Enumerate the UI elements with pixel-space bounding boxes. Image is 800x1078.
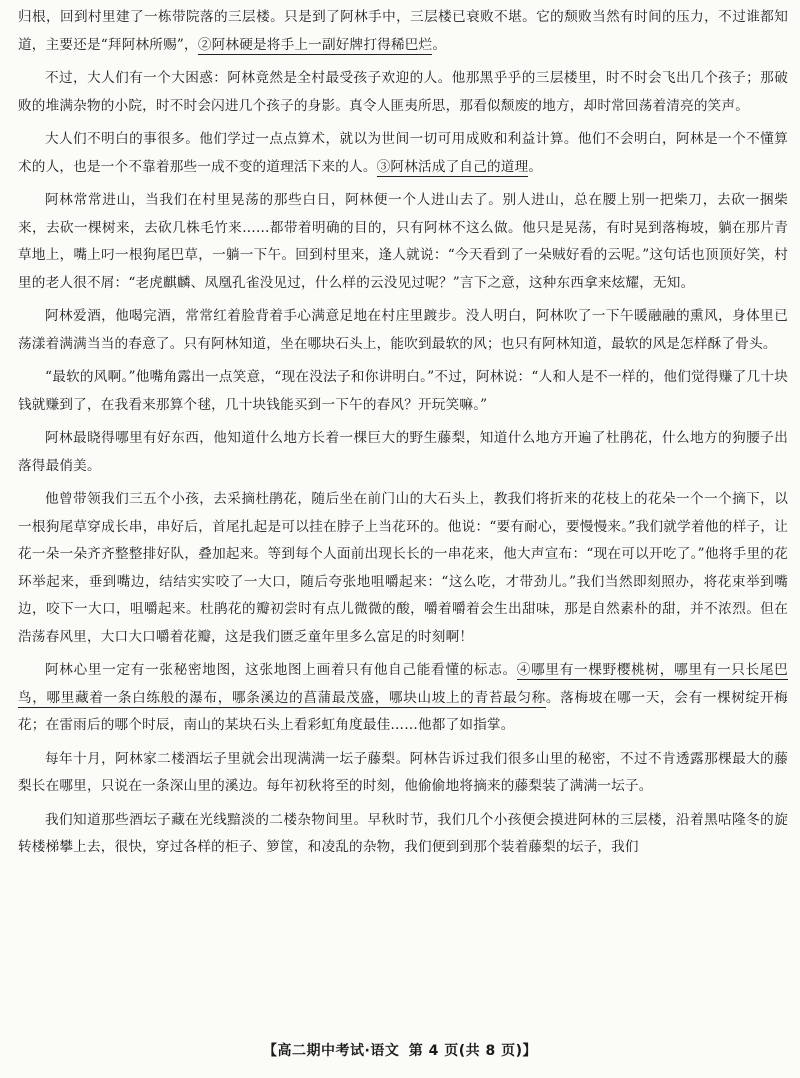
paragraph-8 <box>18 486 788 651</box>
text-segment: 不过，大人们有一个大困惑：阿林竟然是全村最受孩子欢迎的人。他那黑乎乎的三层楼里，时不时会飞出几个孩子；那破败的堆满杂物的小院，时不时会闪进几个孩子的身影。真令人匪夷所思，那看似颓废的地方，却时常回荡着清亮的笑声。 <box>18 70 788 114</box>
page-footer <box>0 1040 800 1060</box>
text-segment: 阿林最晓得哪里有好东西，他知道什么地方长着一棵巨大的野生藤梨，知道什么地方开遍了杜鹃花，什么地方的狗腰子出落得最俏美。 <box>18 430 788 474</box>
paragraph-6 <box>18 364 788 419</box>
text-segment: 。落梅坡在哪一天，会有一棵树绽开梅花；在雷雨后的哪个时辰，南山的某块石头上看彩虹角度最佳……他都了如指掌。 <box>18 689 788 733</box>
paragraph-7 <box>18 425 788 480</box>
text-segment: 阿林爱酒，他喝完酒，常常红着脸背着手心满意足地在村庄里踱步。没人明白，阿林吹了一下午暖融融的熏风，身体里已荡漾着满满当当的春意了。只有阿林知道，坐在哪块石头上，能吹到最软的风；也只有阿林知道，最软的风是怎样酥了骨头。 <box>18 308 788 352</box>
paragraph-2 <box>18 65 788 120</box>
paragraph-11 <box>18 807 788 862</box>
underlined-sentence: ④哪里有一棵野樱桃树，哪里有一只长尾巴鸟，哪里藏着一条白练般的瀑布，哪条溪边的菖蒲最茂盛，哪块山坡上的青苔最匀称 <box>18 662 788 706</box>
text-segment: “最软的风啊。”他嘴角露出一点笑意，“现在没法子和你讲明白。”不过，阿林说：“人和人是不一样的，他们觉得赚了几十块钱就赚到了，在我看来那算个毬，几十块钱能买到一下午的春风？开玩笑嘛。” <box>18 369 788 413</box>
paragraph-9 <box>18 657 788 740</box>
text-segment: 大人们不明白的事很多。他们学过一点点算术，就以为世间一切可用成败和利益计算。他们不会明白，阿林是一个不懂算术的人，也是一个不靠着那些一成不变的道理活下来的人。 <box>18 131 788 175</box>
paragraph-1 <box>18 4 788 59</box>
text-segment: 每年十月，阿林家二楼酒坛子里就会出现满满一坛子藤梨。阿林告诉过我们很多山里的秘密，不过不肯透露那棵最大的藤梨长在哪里，只说在一条深山里的溪边。每年初秋将至的时刻，他偷偷地将摘来的藤梨装了满满一坛子。 <box>18 750 788 794</box>
text-segment: 他曾带领我们三五个小孩，去采摘杜鹃花，随后坐在前门山的大石头上，教我们将折来的花枝上的花朵一个一个摘下，以一根狗尾草穿成长串，串好后，首尾扎起是可以挂在脖子上当花环的。他说：“要有耐心，要慢慢来。”我们就学着他的样子，让花一朵一朵齐齐整整排好队，叠加起来。等到每个人面前出现长长的一串花来，他大声宣布：“现在可以开吃了。”他将手里的花环举起来，垂到嘴边，结结实实咬了一大口，随后夸张地咀嚼起来：“这么吃，才带劲儿。”我们当然即刻照办，将花束举到嘴边，咬下一大口，咀嚼起来。杜鹃花的瓣初尝时有点儿微微的酸，嚼着嚼着会生出甜味，那是自然素朴的甜，并不浓烈。但在浩荡春风里，大口大口嚼着花瓣，这是我们匮乏童年里多么富足的时刻啊！ <box>18 491 788 645</box>
paragraph-5 <box>18 303 788 358</box>
paragraph-4 <box>18 187 788 297</box>
underlined-sentence: ②阿林硬是将手上一副好牌打得稀巴烂 <box>197 36 433 53</box>
underlined-sentence: ③阿林活成了自己的道理 <box>376 158 529 175</box>
document-page <box>18 4 788 1034</box>
text-segment: 。 <box>432 36 447 53</box>
footer-exam-title: 【高二期中考试·语文 <box>263 1043 400 1059</box>
paragraph-3 <box>18 126 788 181</box>
text-segment: 阿林心里一定有一张秘密地图，这张地图上画着只有他自己能看懂的标志。 <box>45 662 517 678</box>
text-segment: 。 <box>528 158 543 175</box>
text-segment: 我们知道那些酒坛子藏在光线黯淡的二楼杂物间里。早秋时节，我们几个小孩便会摸进阿林的三层楼，沿着黑咕隆冬的旋转楼梯攀上去，很快，穿过各样的柜子、箩筐，和凌乱的杂物，我们便到到那个装着藤梨的坛子，我们 <box>18 811 788 855</box>
text-segment: 阿林常常进山，当我们在村里晃荡的那些白日，阿林便一个人进山去了。别人进山，总在腰上别一把柴刀，去砍一捆柴来，去砍一棵树来，去砍几株毛竹来……都带着明确的目的，只有阿林不这么做。他只是晃荡，有时晃到落梅坡，躺在那片青草地上，嘴上叼一根狗尾巴草，一躺一下午。回到村里来，逢人就说：“今天看到了一朵贼好看的云呢。”这句话也顶顶好笑，村里的老人很不屑：“老虎麒麟、凤凰孔雀没见过，什么样的云没见过呢？”言下之意，这种东西拿来炫耀，无知。 <box>18 192 788 291</box>
footer-page-number: 第 4 页(共 8 页)】 <box>408 1043 537 1059</box>
text-segment: 归根，回到村里建了一栋带院落的三层楼。只是到了阿林手中，三层楼已衰败不堪。它的颓败当然有时间的压力，不过谁都知道，主要还是“拜阿林所赐”， <box>18 9 788 53</box>
paragraph-10 <box>18 746 788 801</box>
